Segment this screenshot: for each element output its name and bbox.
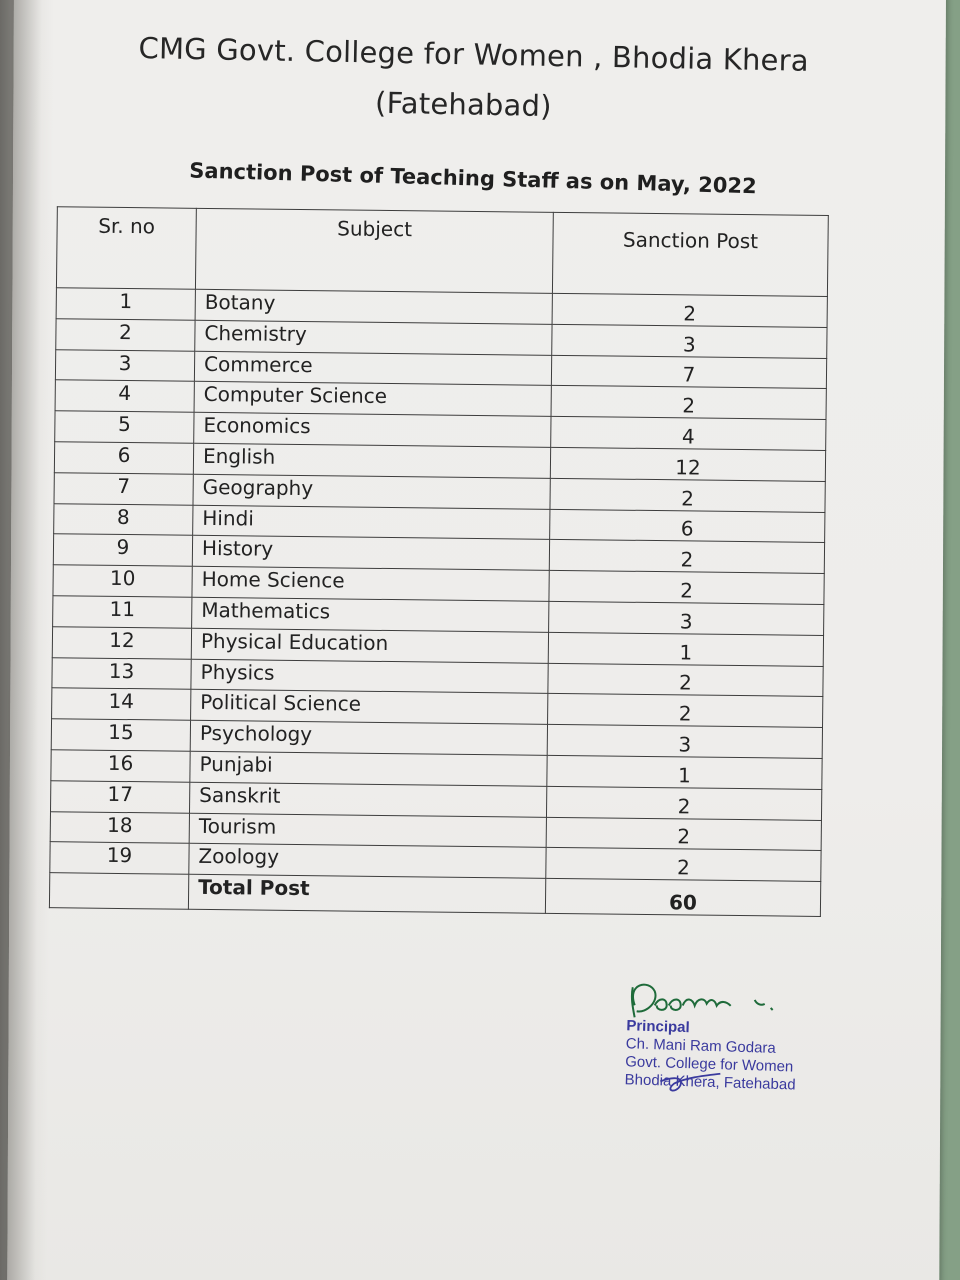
row-subject: Botany: [195, 289, 552, 324]
sanction-post-table-wrapper: [49, 206, 829, 917]
row-subject: Geography: [193, 474, 550, 509]
stamp-name: Ch. Mani Ram Godara: [625, 1035, 777, 1057]
row-sanction-post: 4: [551, 417, 826, 451]
row-sanction-post: 7: [551, 355, 826, 389]
row-sr-no: 12: [52, 626, 191, 658]
row-sanction-post: 2: [548, 663, 823, 697]
total-sr-cell: [49, 873, 188, 910]
row-sr-no: 2: [56, 319, 195, 351]
college-name: CMG Govt. College for Women , Bhodia Khera: [138, 30, 810, 78]
row-sr-no: 6: [54, 442, 193, 474]
table-body: [49, 288, 827, 917]
principal-stamp: [624, 1017, 797, 1094]
row-subject: Physical Education: [191, 628, 548, 663]
row-sr-no: 16: [51, 750, 190, 782]
row-sanction-post: 2: [548, 694, 823, 728]
row-subject: Home Science: [192, 566, 549, 601]
row-sr-no: 3: [55, 349, 194, 381]
stamp-college: Govt. College for Women: [624, 1053, 794, 1076]
row-subject: History: [192, 536, 549, 571]
row-sanction-post: 6: [550, 509, 825, 543]
row-sanction-post: 2: [546, 786, 821, 820]
row-sanction-post: 2: [549, 571, 824, 605]
row-subject: Computer Science: [194, 382, 551, 417]
row-sanction-post: 2: [549, 540, 824, 574]
document-subtitle: Sanction Post of Teaching Staff as on May, 2022: [189, 158, 758, 199]
header-subject: Subject: [195, 208, 553, 293]
row-subject: Physics: [191, 659, 548, 694]
document-page: [7, 0, 946, 1280]
row-subject: Punjabi: [190, 751, 547, 786]
total-row: [49, 873, 820, 917]
row-subject: English: [193, 443, 550, 478]
row-subject: Chemistry: [195, 320, 552, 355]
row-sr-no: 19: [50, 842, 189, 874]
row-subject: Tourism: [189, 813, 546, 848]
row-sr-no: 1: [56, 288, 195, 320]
table-header-row: [56, 207, 828, 297]
row-subject: Hindi: [193, 505, 550, 540]
row-sr-no: 11: [53, 596, 192, 628]
row-subject: Political Science: [191, 690, 548, 725]
row-sanction-post: 1: [547, 755, 822, 789]
total-label: Total Post: [188, 874, 545, 913]
row-subject: Economics: [194, 412, 551, 447]
row-sanction-post: 2: [550, 478, 825, 512]
row-sr-no: 18: [50, 811, 189, 843]
row-subject: Sanskrit: [189, 782, 546, 817]
stamp-location: Bhodia Khera, Fatehabad: [624, 1071, 796, 1094]
total-value: 60: [545, 878, 820, 916]
row-subject: Psychology: [190, 720, 547, 755]
college-location: (Fatehabad): [374, 85, 552, 124]
row-sanction-post: 12: [550, 447, 825, 481]
stamp-title: Principal: [626, 1017, 690, 1037]
row-sanction-post: 1: [548, 632, 823, 666]
row-sanction-post: 2: [551, 386, 826, 420]
row-sr-no: 5: [55, 411, 194, 443]
row-sanction-post: 2: [552, 293, 827, 327]
row-subject: Commerce: [194, 351, 551, 386]
row-sr-no: 10: [53, 565, 192, 597]
page-curl-shadow: [7, 0, 54, 1280]
row-sr-no: 15: [51, 719, 190, 751]
row-sr-no: 4: [55, 380, 194, 412]
row-sr-no: 8: [54, 503, 193, 535]
row-sanction-post: 2: [546, 817, 821, 851]
row-sanction-post: 3: [552, 324, 827, 358]
row-sr-no: 17: [51, 780, 190, 812]
header-sr-no: Sr. no: [56, 207, 196, 290]
header-sanction-post: Sanction Post: [552, 212, 828, 296]
row-sr-no: 9: [53, 534, 192, 566]
sanction-post-table: [49, 206, 829, 917]
row-sanction-post: 3: [549, 601, 824, 635]
row-sr-no: 7: [54, 472, 193, 504]
row-subject: Zoology: [189, 844, 546, 879]
row-sr-no: 13: [52, 657, 191, 689]
row-subject: Mathematics: [192, 597, 549, 632]
row-sr-no: 14: [52, 688, 191, 720]
row-sanction-post: 3: [547, 724, 822, 758]
row-sanction-post: 2: [546, 848, 821, 882]
